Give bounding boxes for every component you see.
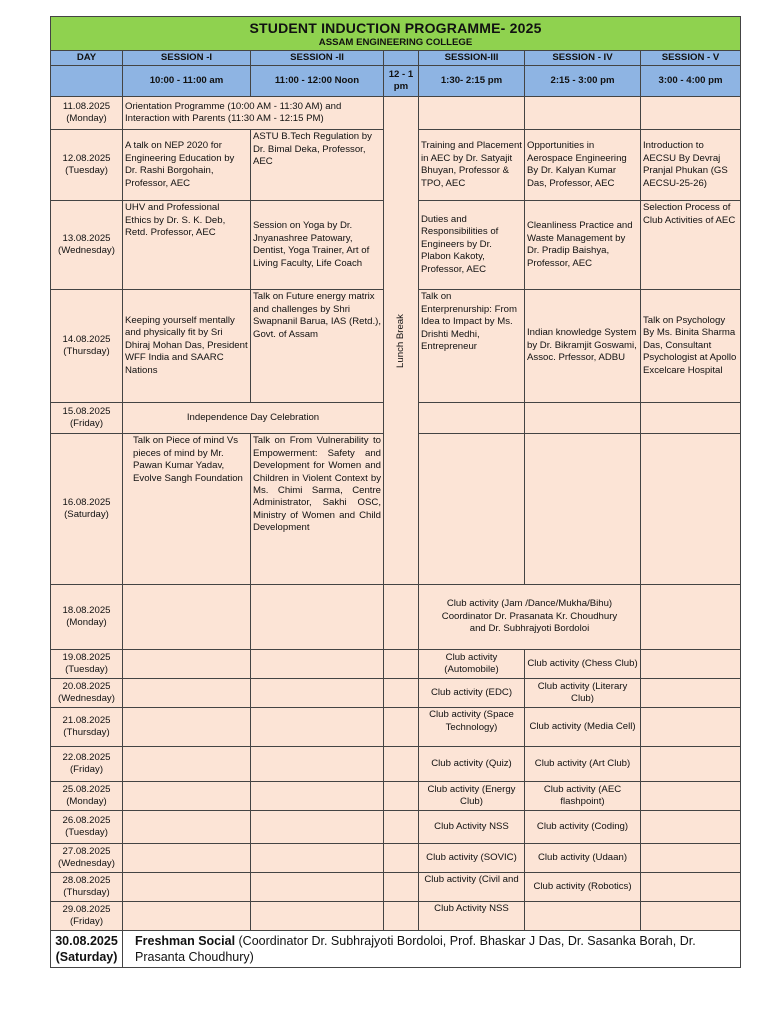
time-session-5: 3:00 - 4:00 pm: [641, 66, 741, 97]
session-cell: Club Activity NSS: [419, 902, 525, 931]
time-session-3: 1:30- 2:15 pm: [419, 66, 525, 97]
session-cell: Talk on From Vulnerability to Empowerment: Safety and Development for Women and Children in Violent Context by Ms. Chimi Sarma, Centre Administrator, Sakhi OSC, Ministry of Women and Child Development: [251, 434, 384, 585]
session-cell: UHV and Professional Ethics by Dr. S. K. Deb, Retd. Professor, AEC: [123, 201, 251, 290]
col-session-4: SESSION - IV: [525, 50, 641, 65]
table-row: [51, 782, 741, 811]
session-cell: ASTU B.Tech Regulation by Dr. Bimal Deka, Professor, AEC: [251, 130, 384, 201]
empty-cell: [251, 708, 384, 747]
empty-cell: [525, 403, 641, 434]
session-cell: Talk on Future energy matrix and challenges by Shri Swapnanil Barua, IAS (Retd.), Govt. of Assam: [251, 290, 384, 403]
table-row: [51, 679, 741, 708]
table-row: [51, 873, 741, 902]
session-cell: A talk on NEP 2020 for Engineering Education by Dr. Rashi Borgohain, Professor, AEC: [123, 130, 251, 201]
empty-cell: [641, 782, 741, 811]
day-cell: 30.08.2025 (Saturday): [51, 931, 123, 968]
empty-cell: [384, 873, 419, 902]
empty-cell: [525, 434, 641, 585]
empty-cell: [384, 650, 419, 679]
session-cell: Club activity (Civil and: [419, 873, 525, 902]
empty-cell: [251, 585, 384, 650]
empty-cell: [251, 650, 384, 679]
empty-cell: [384, 585, 419, 650]
freshman-social-title: Freshman Social: [135, 933, 236, 948]
time-row: [51, 66, 741, 97]
header-row: [51, 50, 741, 65]
freshman-social-detail: (Coordinator Dr. Subhrajyoti Bordoloi, Prof. Bhaskar J Das, Dr. Sasanka Borah, Dr. Prasanta Choudhury): [135, 933, 696, 965]
empty-cell: [641, 679, 741, 708]
empty-cell: [641, 585, 741, 650]
table-row: [51, 97, 741, 130]
page-subtitle: ASSAM ENGINEERING COLLEGE: [318, 37, 473, 49]
empty-cell: [641, 902, 741, 931]
day-cell: 14.08.2025 (Thursday): [51, 290, 123, 403]
session-cell: Club activity (Quiz): [419, 747, 525, 782]
empty-cell: [384, 708, 419, 747]
session-cell: Indian knowledge System by Dr. Bikramjit Goswami, Assoc. Prfessor, ADBU: [525, 290, 641, 403]
lunch-break-cell: [384, 97, 419, 585]
empty-cell: [384, 747, 419, 782]
empty-cell: [641, 403, 741, 434]
session-cell: Club activity (Art Club): [525, 747, 641, 782]
session-cell: Club activity (Space Technology): [419, 708, 525, 747]
time-session-2: 11:00 - 12:00 Noon: [251, 66, 384, 97]
col-session-2: SESSION -II: [251, 50, 384, 65]
col-session-3: SESSION-III: [419, 50, 525, 65]
day-cell: 29.08.2025 (Friday): [51, 902, 123, 931]
empty-cell: [251, 873, 384, 902]
empty-cell: [123, 811, 251, 844]
empty-cell: [123, 873, 251, 902]
session-cell: Talk on Psychology By Ms. Binita Sharma Das, Consultant Psychologist at Apollo Excelcare Hospital: [641, 290, 741, 403]
session-cell: Introduction to AECSU By Devraj Pranjal Phukan (GS AECSU-25-26): [641, 130, 741, 201]
empty-cell: [419, 434, 525, 585]
empty-cell: [123, 679, 251, 708]
day-cell: 13.08.2025 (Wednesday): [51, 201, 123, 290]
empty-cell: [641, 844, 741, 873]
session-cell: Talk on Piece of mind Vs pieces of mind by Mr. Pawan Kumar Yadav, Evolve Sangh Foundation: [123, 434, 251, 585]
day-cell: 16.08.2025 (Saturday): [51, 434, 123, 585]
empty-cell: [251, 747, 384, 782]
page-title: STUDENT INDUCTION PROGRAMME- 2025: [249, 20, 542, 36]
table-row: [51, 844, 741, 873]
empty-cell: [251, 782, 384, 811]
col-day: DAY: [51, 50, 123, 65]
session-cell: Session on Yoga by Dr. Jnyanashree Patowary, Dentist, Yoga Trainer, Art of Living Faculty, Life Coach: [251, 201, 384, 290]
empty-cell: [641, 434, 741, 585]
col-lunch-blank: [384, 50, 419, 65]
empty-cell: [525, 902, 641, 931]
session-cell: Selection Process of Club Activities of AEC: [641, 201, 741, 290]
session-cell: Club activity (Udaan): [525, 844, 641, 873]
day-cell: 21.08.2025 (Thursday): [51, 708, 123, 747]
table-row: [51, 902, 741, 931]
freshman-social-cell: [123, 931, 741, 968]
empty-cell: [123, 902, 251, 931]
empty-cell: [251, 844, 384, 873]
day-cell: 18.08.2025 (Monday): [51, 585, 123, 650]
empty-cell: [123, 708, 251, 747]
empty-cell: [641, 97, 741, 130]
session-cell: Club Activity NSS: [419, 811, 525, 844]
empty-cell: [384, 679, 419, 708]
title-cell: [51, 17, 741, 51]
empty-cell: [251, 811, 384, 844]
day-cell: 12.08.2025 (Tuesday): [51, 130, 123, 201]
day-cell: 28.08.2025 (Thursday): [51, 873, 123, 902]
day-cell: 20.08.2025 (Wednesday): [51, 679, 123, 708]
table-row-final: [51, 931, 741, 968]
empty-cell: [641, 708, 741, 747]
empty-cell: [123, 747, 251, 782]
time-day-blank: [51, 66, 123, 97]
empty-cell: [123, 844, 251, 873]
session-cell: Club activity (Chess Club): [525, 650, 641, 679]
time-session-1: 10:00 - 11:00 am: [123, 66, 251, 97]
lunch-break-label: Lunch Break: [394, 313, 406, 368]
col-session-1: SESSION -I: [123, 50, 251, 65]
session-cell: Club activity (Coding): [525, 811, 641, 844]
session-cell: Keeping yourself mentally and physically fit by Sri Dhiraj Mohan Das, President WFF India and SAARC Nations: [123, 290, 251, 403]
merged-cell: Orientation Programme (10:00 AM - 11:30 AM) and Interaction with Parents (11:30 AM - 12:15 PM): [123, 97, 384, 130]
empty-cell: [384, 811, 419, 844]
session-cell: Opportunities in Aerospace Engineering By Dr. Kalyan Kumar Das, Professor, AEC: [525, 130, 641, 201]
day-cell: 27.08.2025 (Wednesday): [51, 844, 123, 873]
empty-cell: [641, 873, 741, 902]
session-cell: Club activity (AEC flashpoint): [525, 782, 641, 811]
session-cell: Club activity (EDC): [419, 679, 525, 708]
session-cell: Cleanliness Practice and Waste Management by Dr. Pradip Baishya, Professor, AEC: [525, 201, 641, 290]
session-cell: Club activity (Energy Club): [419, 782, 525, 811]
col-session-5: SESSION - V: [641, 50, 741, 65]
empty-cell: [123, 650, 251, 679]
table-row: [51, 650, 741, 679]
day-cell: 19.08.2025 (Tuesday): [51, 650, 123, 679]
time-session-4: 2:15 - 3:00 pm: [525, 66, 641, 97]
empty-cell: [123, 782, 251, 811]
title-row: [51, 17, 741, 51]
day-cell: 25.08.2025 (Monday): [51, 782, 123, 811]
day-cell: 22.08.2025 (Friday): [51, 747, 123, 782]
day-cell: 26.08.2025 (Tuesday): [51, 811, 123, 844]
empty-cell: [525, 97, 641, 130]
session-cell: Talk on Enterprenurship: From Idea to Impact by Ms. Drishti Medhi, Entrepreneur: [419, 290, 525, 403]
day-cell: 15.08.2025 (Friday): [51, 403, 123, 434]
time-lunch: 12 - 1 pm: [384, 66, 419, 97]
schedule-table: [50, 16, 741, 968]
empty-cell: [384, 844, 419, 873]
empty-cell: [641, 650, 741, 679]
session-cell: Club activity (Literary Club): [525, 679, 641, 708]
empty-cell: [384, 902, 419, 931]
merged-cell: Club activity (Jam /Dance/Mukha/Bihu) Coordinator Dr. Prasanata Kr. Choudhury and Dr. Subhrajyoti Bordoloi: [419, 585, 641, 650]
session-cell: Duties and Responsibilities of Engineers by Dr. Plabon Kakoty, Professor, AEC: [419, 201, 525, 290]
empty-cell: [419, 403, 525, 434]
table-row: [51, 585, 741, 650]
day-cell: 11.08.2025 (Monday): [51, 97, 123, 130]
table-row: [51, 708, 741, 747]
table-row: [51, 811, 741, 844]
empty-cell: [123, 585, 251, 650]
empty-cell: [641, 747, 741, 782]
empty-cell: [641, 811, 741, 844]
table-row: [51, 747, 741, 782]
session-cell: Club activity (Automobile): [419, 650, 525, 679]
empty-cell: [251, 902, 384, 931]
empty-cell: [251, 679, 384, 708]
session-cell: Training and Placement in AEC by Dr. Satyajit Bhuyan, Professor & TPO, AEC: [419, 130, 525, 201]
empty-cell: [419, 97, 525, 130]
empty-cell: [384, 782, 419, 811]
merged-cell: Independence Day Celebration: [123, 403, 384, 434]
session-cell: Club activity (SOVIC): [419, 844, 525, 873]
session-cell: Club activity (Robotics): [525, 873, 641, 902]
session-cell: Club activity (Media Cell): [525, 708, 641, 747]
